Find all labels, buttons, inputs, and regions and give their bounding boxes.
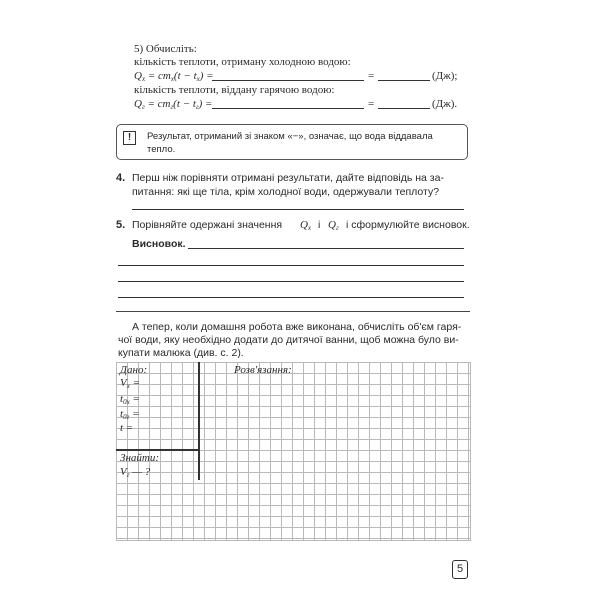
eq-sign: = [368,98,375,110]
unit-joule: (Дж). [432,98,458,110]
cold-label: кількість теплоти, отриману холодною водою: [134,56,351,68]
hot-formula: $Q_г = cm_г(t - t_г)$ = [134,98,213,111]
q4-line-1: Перш ніж порівняти отримані результати, дайте відповідь на за- [132,172,444,184]
conclusion-line-3[interactable] [118,281,464,282]
note-line-2: тепло. [147,144,176,155]
conclusion-line-4[interactable] [118,297,464,298]
cold-formula: $Q_х = cm_х(t - t_х)$ = [134,70,214,83]
q4-line-2: питання: які ще тіла, крім холодної води, одержували теплоту? [132,186,440,198]
homework-line-2: чої води, яку необхідно додати до дитячої ванни, щоб можна було ви- [118,334,459,346]
q4-number: 4. [116,172,126,184]
calc-heading: 5) Обчисліть: [134,43,197,55]
q5-text-b: і сформулюйте висновок. [346,219,470,231]
homework-line-1: А тепер, коли домашня робота вже виконана, обчисліть об'єм гаря- [132,321,462,333]
hot-answer-line[interactable] [212,108,364,109]
given-t0g: $t_{0г}$ = [120,408,140,421]
given-divider-vertical [198,362,200,480]
solution-label: Розв'язання: [234,364,292,376]
workbook-page [92,0,512,600]
eq-sign: = [368,70,375,82]
given-label: Дано: [120,364,148,376]
page-number: 5 [452,560,468,579]
cold-answer-line[interactable] [212,80,364,81]
hot-value-line[interactable] [378,108,430,109]
q4-answer-line[interactable] [132,209,464,210]
find-item: $V_г$ — ? [120,466,151,479]
conclusion-label: Висновок. [132,238,186,250]
cold-value-line[interactable] [378,80,430,81]
unit-joule: (Дж); [432,70,458,82]
note-box [116,124,468,160]
given-t0x: $t_{0х}$ = [120,393,140,406]
conclusion-line-1[interactable] [188,248,464,249]
q5-and: і [318,219,321,231]
q5-qg: $Q_г$ [328,219,339,232]
given-vx: $V_х$ = [120,377,141,390]
section-divider [116,311,470,312]
q5-qx: $Q_х$ [300,219,312,232]
given-t: t = [120,422,134,434]
solution-grid[interactable] [116,362,471,541]
find-label: Знайти: [120,452,160,464]
q5-text-a: Порівняйте одержані значення [132,219,283,231]
given-divider-horizontal [116,449,198,451]
conclusion-line-2[interactable] [118,265,464,266]
exclamation-icon: ! [123,131,136,145]
homework-line-3: купати малюка (див. с. 2). [118,347,244,359]
q5-number: 5. [116,219,126,231]
hot-label: кількість теплоти, віддану гарячою водою: [134,84,335,96]
note-line-1: Результат, отриманий зі знаком «−», означає, що вода віддавала [147,131,433,142]
